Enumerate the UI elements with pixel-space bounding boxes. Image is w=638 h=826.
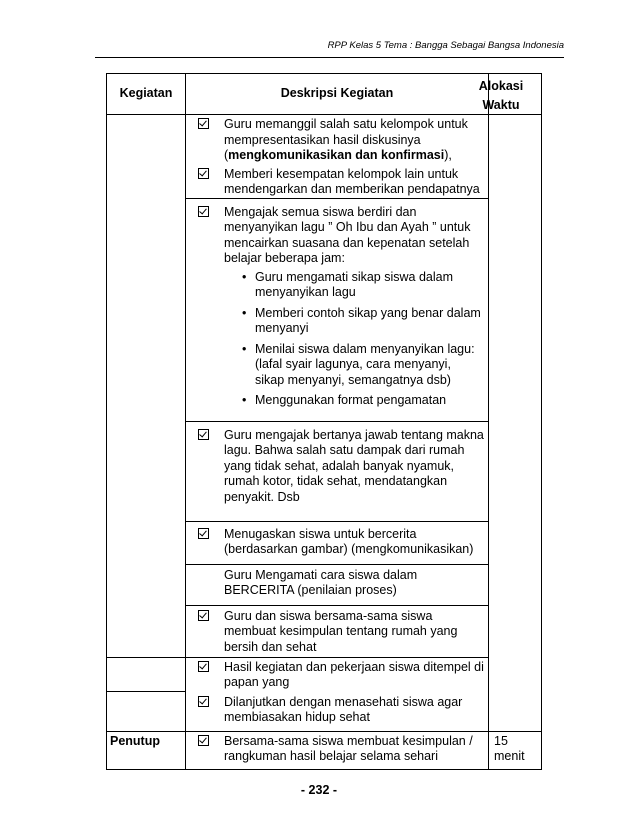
checkbox-checked-icon bbox=[198, 528, 209, 539]
list-item bbox=[186, 167, 488, 198]
item-text: Memberi kesempatan kelompok lain untuk mendengarkan dan memberikan pendapatnya bbox=[224, 166, 480, 196]
header-rule bbox=[95, 57, 564, 58]
desc-cell bbox=[186, 657, 489, 731]
checkbox-checked-icon bbox=[198, 661, 209, 672]
checkbox-checked-icon bbox=[198, 206, 209, 217]
item-text: Guru memanggil salah satu kelompok untuk mempresentasikan hasil diskusinya bbox=[224, 117, 468, 147]
checkbox-checked-icon bbox=[198, 429, 209, 440]
list-item bbox=[186, 205, 488, 267]
table-row bbox=[107, 115, 542, 199]
page-number: - 232 - bbox=[300, 783, 338, 797]
table-row-penutup bbox=[107, 731, 542, 769]
header-deskripsi: Deskripsi Kegiatan bbox=[186, 74, 489, 115]
alokasi-penutup: 15 menit bbox=[489, 731, 542, 769]
desc-cell bbox=[186, 521, 489, 564]
item-text: Guru mengajak bertanya jawab tentang makna lagu. Bahwa salah satu dampak dari rumah yang tidak sehat, adalah banyak nyamuk, rumah kotor, tidak sehat, mendatangkan penyakit. Dsb bbox=[224, 427, 484, 504]
running-header: RPP Kelas 5 Tema : Bangga Sebagai Bangsa Indonesia bbox=[327, 40, 564, 51]
desc-cell bbox=[186, 421, 489, 521]
desc-cell bbox=[186, 564, 489, 605]
list-item bbox=[186, 734, 488, 765]
desc-cell bbox=[186, 731, 489, 769]
activity-table bbox=[106, 73, 542, 770]
item-text-bold: mengkomunikasikan dan konfirmasi bbox=[228, 148, 445, 162]
bullet-item: • Memberi contoh sikap yang benar dalam menyanyi bbox=[242, 305, 481, 335]
item-text: Hasil kegiatan dan pekerjaan siswa ditempel di papan yang bbox=[224, 659, 484, 689]
item-text: Dilanjutkan dengan menasehati siswa agar membiasakan hidup sehat bbox=[224, 694, 463, 724]
list-item bbox=[186, 609, 488, 656]
bullet-item: • Menggunakan format pengamatan bbox=[242, 393, 447, 407]
bullet-item: • Guru mengamati sikap siswa dalam menyanyikan lagu bbox=[242, 269, 453, 299]
list-item bbox=[186, 428, 488, 506]
desc-cell bbox=[186, 605, 489, 657]
item-text: Guru Mengamati cara siswa dalam BERCERITA (penilaian proses) bbox=[224, 567, 418, 597]
desc-cell bbox=[186, 115, 489, 199]
item-text: Mengajak semua siswa berdiri dan menyanyikan lagu ” Oh Ibu dan Ayah ” untuk mencairkan suasana dan kepenatan setelah belajar beberapa jam: bbox=[224, 204, 471, 265]
item-text: Menugaskan siswa untuk bercerita (berdasarkan gambar) (mengkomunikasikan) bbox=[224, 526, 474, 556]
kegiatan-cell-empty bbox=[107, 115, 186, 658]
kegiatan-penutup: Penutup bbox=[107, 731, 186, 769]
checkbox-checked-icon bbox=[198, 168, 209, 179]
list-item bbox=[186, 660, 488, 691]
checkbox-checked-icon bbox=[198, 118, 209, 129]
desc-cell bbox=[186, 198, 489, 421]
alokasi-cell-empty bbox=[489, 115, 542, 732]
item-text: Bersama-sama siswa membuat kesimpulan / rangkuman hasil belajar selama sehari bbox=[224, 733, 473, 763]
kegiatan-cell-split bbox=[107, 657, 186, 731]
table-row bbox=[107, 657, 542, 731]
table-header-row bbox=[107, 74, 542, 115]
list-item bbox=[186, 527, 488, 558]
header-kegiatan: Kegiatan bbox=[107, 74, 186, 115]
item-text: Guru dan siswa bersama-sama siswa membuat kesimpulan tentang rumah yang bersih dan sehat bbox=[224, 608, 458, 654]
checkbox-checked-icon bbox=[198, 610, 209, 621]
header-alokasi bbox=[478, 74, 542, 115]
checkbox-checked-icon bbox=[198, 735, 209, 746]
header-alokasi-line2: Waktu bbox=[482, 98, 520, 112]
list-item: Guru memanggil salah satu kelompok untuk mempresentasikan hasil diskusinya (mengkomunikasikan dan konfirmasi), bbox=[186, 117, 488, 164]
list-item bbox=[186, 695, 488, 726]
checkbox-checked-icon bbox=[198, 696, 209, 707]
header-alokasi-line1: Alokasi bbox=[478, 79, 524, 93]
bullet-item: • Menilai siswa dalam menyanyikan lagu: (lafal syair lagunya, cara menyanyi, sikap menyanyi, semangatnya dsb) bbox=[242, 341, 475, 387]
